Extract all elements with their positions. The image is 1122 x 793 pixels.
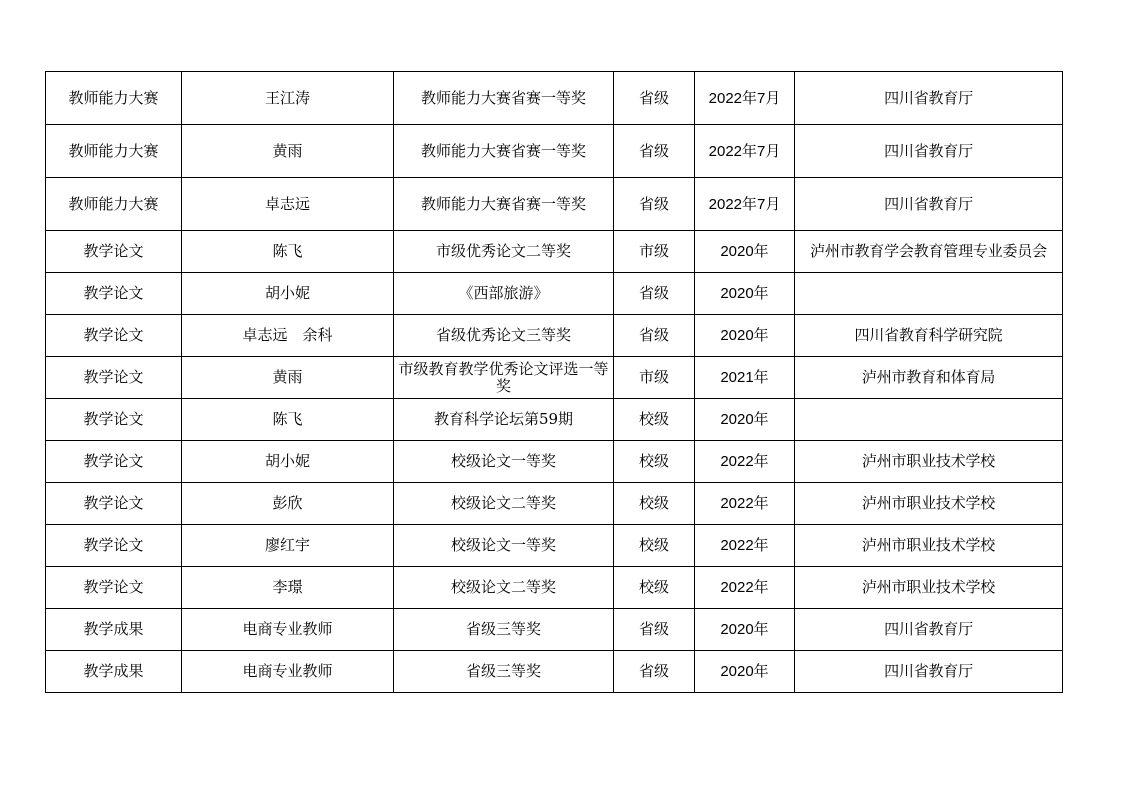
issuer-cell: 四川省教育厅 bbox=[795, 72, 1063, 125]
date-cell: 2021年 bbox=[695, 357, 795, 399]
table-row bbox=[46, 178, 1063, 231]
category-cell: 教学论文 bbox=[46, 399, 182, 441]
issuer-cell: 泸州市教育学会教育管理专业委员会 bbox=[795, 231, 1063, 273]
issuer-cell: 泸州市职业技术学校 bbox=[795, 441, 1063, 483]
level-cell: 校级 bbox=[614, 525, 695, 567]
awards-table bbox=[45, 71, 1063, 693]
award-cell: 校级论文一等奖 bbox=[394, 441, 614, 483]
person-cell: 黄雨 bbox=[182, 357, 394, 399]
award-cell: 教育科学论坛第59期 bbox=[394, 399, 614, 441]
table-row bbox=[46, 399, 1063, 441]
award-cell: 教师能力大赛省赛一等奖 bbox=[394, 72, 614, 125]
person-cell: 陈飞 bbox=[182, 231, 394, 273]
person-cell: 电商专业教师 bbox=[182, 609, 394, 651]
date-cell: 2020年 bbox=[695, 231, 795, 273]
level-cell: 校级 bbox=[614, 399, 695, 441]
level-cell: 市级 bbox=[614, 357, 695, 399]
person-cell: 卓志远 余科 bbox=[182, 315, 394, 357]
category-cell: 教学论文 bbox=[46, 483, 182, 525]
table-row bbox=[46, 567, 1063, 609]
level-cell: 省级 bbox=[614, 72, 695, 125]
level-cell: 省级 bbox=[614, 178, 695, 231]
level-cell: 校级 bbox=[614, 567, 695, 609]
category-cell: 教师能力大赛 bbox=[46, 125, 182, 178]
issuer-cell bbox=[795, 399, 1063, 441]
level-cell: 省级 bbox=[614, 651, 695, 693]
date-cell: 2022年 bbox=[695, 525, 795, 567]
issuer-cell bbox=[795, 273, 1063, 315]
table-row bbox=[46, 231, 1063, 273]
category-cell: 教学论文 bbox=[46, 273, 182, 315]
category-cell: 教学论文 bbox=[46, 441, 182, 483]
date-cell: 2022年7月 bbox=[695, 125, 795, 178]
date-cell: 2020年 bbox=[695, 399, 795, 441]
issuer-cell: 四川省教育科学研究院 bbox=[795, 315, 1063, 357]
award-cell: 教师能力大赛省赛一等奖 bbox=[394, 125, 614, 178]
person-cell: 胡小妮 bbox=[182, 441, 394, 483]
issuer-cell: 四川省教育厅 bbox=[795, 125, 1063, 178]
person-cell: 陈飞 bbox=[182, 399, 394, 441]
person-cell: 彭欣 bbox=[182, 483, 394, 525]
level-cell: 校级 bbox=[614, 483, 695, 525]
award-cell: 校级论文一等奖 bbox=[394, 525, 614, 567]
date-cell: 2020年 bbox=[695, 273, 795, 315]
person-cell: 电商专业教师 bbox=[182, 651, 394, 693]
issuer-cell: 四川省教育厅 bbox=[795, 609, 1063, 651]
date-cell: 2020年 bbox=[695, 651, 795, 693]
table-row bbox=[46, 315, 1063, 357]
date-cell: 2022年 bbox=[695, 483, 795, 525]
category-cell: 教师能力大赛 bbox=[46, 178, 182, 231]
level-cell: 校级 bbox=[614, 441, 695, 483]
issuer-cell: 泸州市职业技术学校 bbox=[795, 483, 1063, 525]
person-cell: 李璟 bbox=[182, 567, 394, 609]
person-cell: 胡小妮 bbox=[182, 273, 394, 315]
issuer-cell: 泸州市职业技术学校 bbox=[795, 525, 1063, 567]
issuer-cell: 四川省教育厅 bbox=[795, 178, 1063, 231]
table-row bbox=[46, 525, 1063, 567]
table-row bbox=[46, 609, 1063, 651]
level-cell: 市级 bbox=[614, 231, 695, 273]
category-cell: 教学论文 bbox=[46, 315, 182, 357]
category-cell: 教学成果 bbox=[46, 651, 182, 693]
award-cell: 省级优秀论文三等奖 bbox=[394, 315, 614, 357]
date-cell: 2022年 bbox=[695, 441, 795, 483]
level-cell: 省级 bbox=[614, 125, 695, 178]
person-cell: 王江涛 bbox=[182, 72, 394, 125]
person-cell: 卓志远 bbox=[182, 178, 394, 231]
table-row bbox=[46, 441, 1063, 483]
person-cell: 黄雨 bbox=[182, 125, 394, 178]
table-row bbox=[46, 357, 1063, 399]
level-cell: 省级 bbox=[614, 273, 695, 315]
award-cell: 市级优秀论文二等奖 bbox=[394, 231, 614, 273]
person-cell: 廖红宇 bbox=[182, 525, 394, 567]
date-cell: 2022年 bbox=[695, 567, 795, 609]
category-cell: 教学论文 bbox=[46, 567, 182, 609]
table-row bbox=[46, 125, 1063, 178]
category-cell: 教学论文 bbox=[46, 525, 182, 567]
level-cell: 省级 bbox=[614, 609, 695, 651]
category-cell: 教学论文 bbox=[46, 357, 182, 399]
issuer-cell: 四川省教育厅 bbox=[795, 651, 1063, 693]
issuer-cell: 泸州市职业技术学校 bbox=[795, 567, 1063, 609]
date-cell: 2020年 bbox=[695, 609, 795, 651]
level-cell: 省级 bbox=[614, 315, 695, 357]
date-cell: 2022年7月 bbox=[695, 72, 795, 125]
award-cell: 省级三等奖 bbox=[394, 609, 614, 651]
award-cell: 《西部旅游》 bbox=[394, 273, 614, 315]
issuer-cell: 泸州市教育和体育局 bbox=[795, 357, 1063, 399]
table-row bbox=[46, 651, 1063, 693]
category-cell: 教学论文 bbox=[46, 231, 182, 273]
category-cell: 教学成果 bbox=[46, 609, 182, 651]
table-row bbox=[46, 483, 1063, 525]
award-cell: 教师能力大赛省赛一等奖 bbox=[394, 178, 614, 231]
award-cell: 市级教育教学优秀论文评选一等奖 bbox=[394, 357, 614, 399]
table-row bbox=[46, 273, 1063, 315]
date-cell: 2022年7月 bbox=[695, 178, 795, 231]
award-cell: 校级论文二等奖 bbox=[394, 567, 614, 609]
award-cell: 省级三等奖 bbox=[394, 651, 614, 693]
table-row bbox=[46, 72, 1063, 125]
date-cell: 2020年 bbox=[695, 315, 795, 357]
award-cell: 校级论文二等奖 bbox=[394, 483, 614, 525]
category-cell: 教师能力大赛 bbox=[46, 72, 182, 125]
